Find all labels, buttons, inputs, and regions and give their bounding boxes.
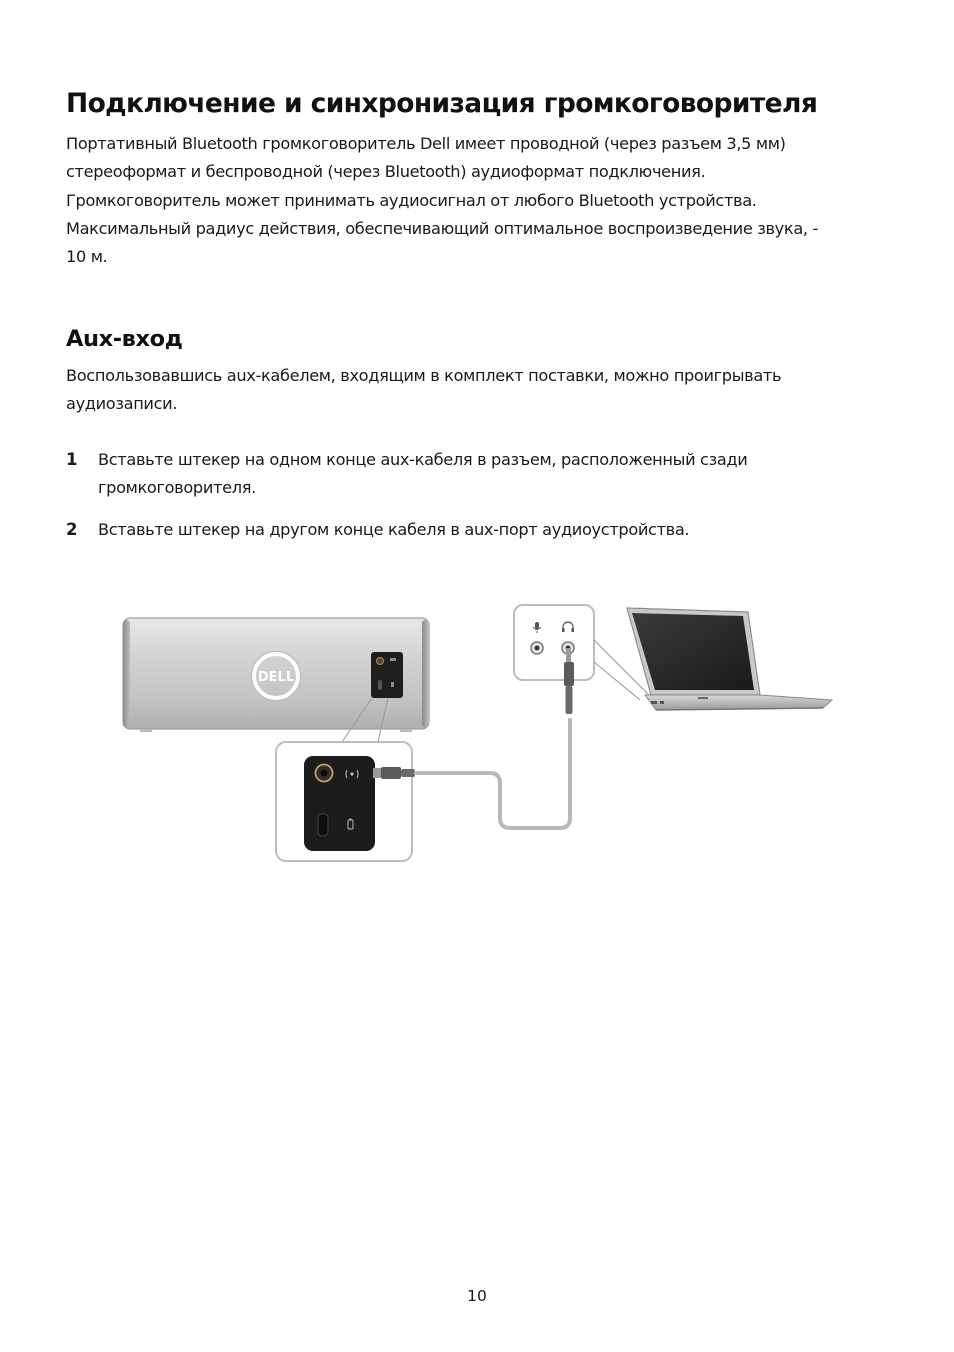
paragraph-line: Громкоговоритель может принимать аудиосигнал от любого Bluetooth устройства. <box>66 190 757 210</box>
paragraph-line: аудиозаписи. <box>66 394 178 414</box>
step-text <box>98 516 858 544</box>
intro-paragraph <box>66 130 886 271</box>
step-line: Вставьте штекер на одном конце aux-кабеля в разъем, расположенный сзади <box>98 450 748 469</box>
aux-intro-paragraph <box>66 362 886 419</box>
paragraph-line: 10 м. <box>66 247 108 267</box>
dell-logo-text: DELL <box>257 670 295 685</box>
step-line: Вставьте штекер на другом конце кабеля в aux-порт аудиоустройства. <box>98 520 690 539</box>
step-number: 2 <box>66 520 78 539</box>
laptop-illustration <box>627 608 832 710</box>
paragraph-line: Максимальный радиус действия, обеспечивающий оптимальное воспроизведение звука, - <box>66 218 818 238</box>
paragraph-line: стереоформат и беспроводной (через Bluetooth) аудиоформат подключения. <box>66 162 706 182</box>
paragraph-line: Портативный Bluetooth громкоговоритель Dell имеет проводной (через разъем 3,5 мм) <box>66 134 786 153</box>
step-line: громкоговорителя. <box>98 478 256 498</box>
aux-connection-illustration <box>120 600 840 870</box>
aux-heading: Aux-вход <box>66 326 183 352</box>
laptop-port-closeup <box>514 605 594 680</box>
speaker-port-closeup <box>276 742 412 861</box>
illustration-svg <box>120 600 840 870</box>
page-title: Подключение и синхронизация громкоговорителя <box>66 88 818 119</box>
aux-cable <box>414 718 570 828</box>
speaker-illustration <box>123 618 429 732</box>
paragraph-line: Воспользовавшись aux-кабелем, входящим в комплект поставки, можно проигрывать <box>66 366 782 385</box>
step-number: 1 <box>66 450 78 469</box>
page-number: 10 <box>467 1287 487 1305</box>
step-text <box>98 446 858 503</box>
